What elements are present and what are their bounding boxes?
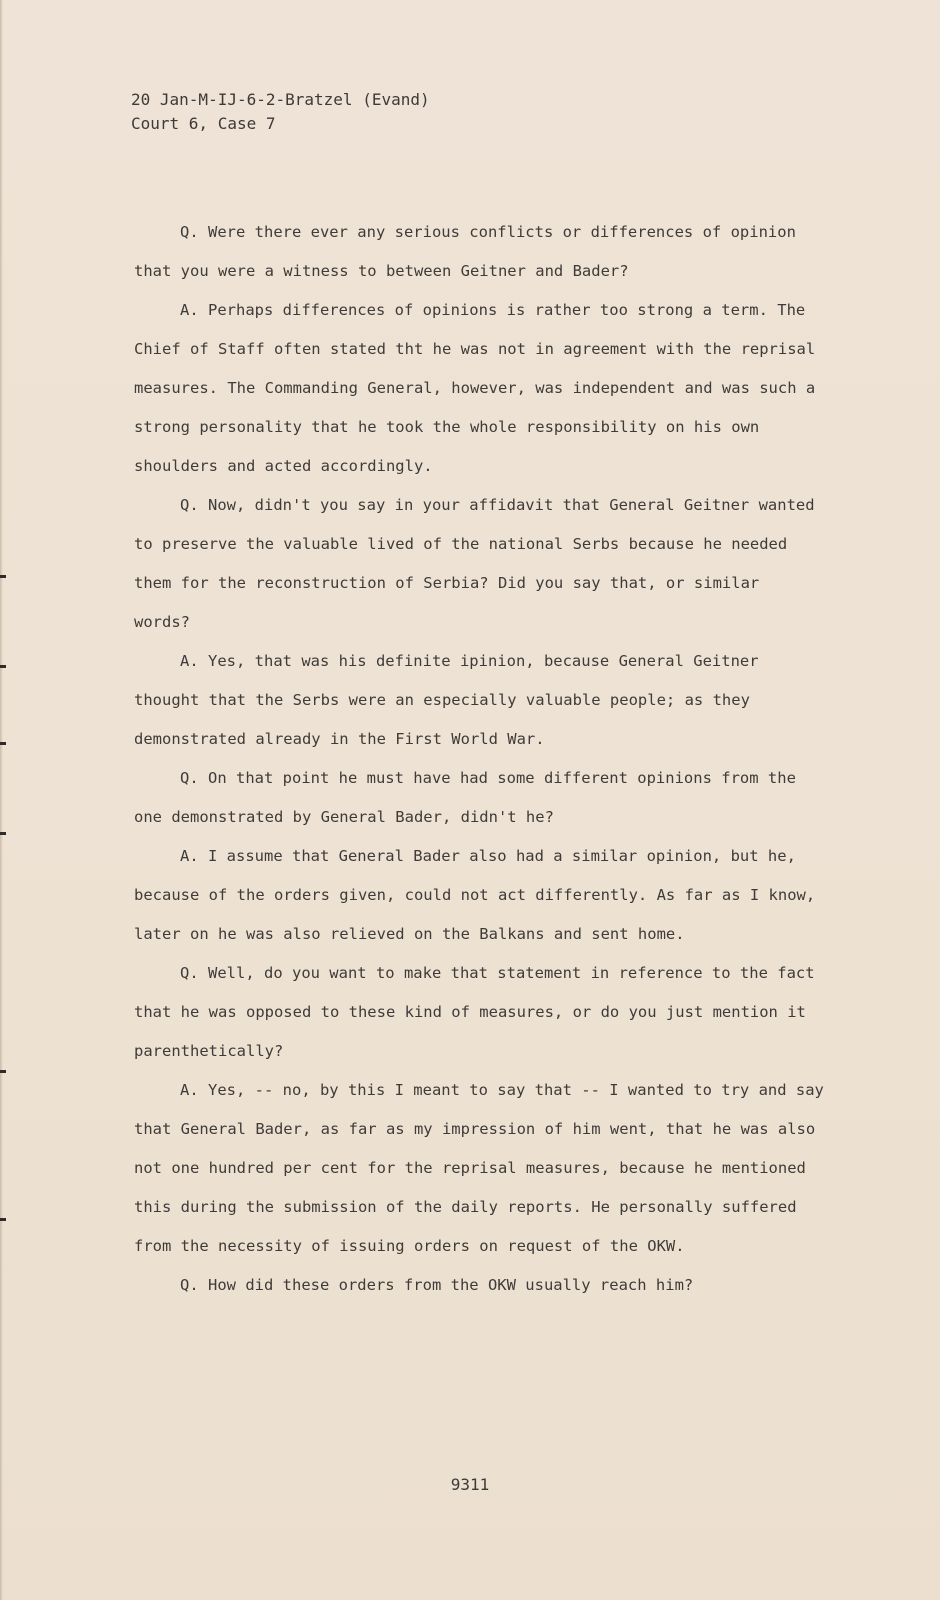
binding-mark	[0, 665, 6, 668]
paragraph-q2: Q. Now, didn't you say in your affidavit that General Geitner wanted to preserve the valuable lived of the national Serbs because he needed them for the reconstruction of Serbia? Did you say that, or similar words?	[134, 496, 815, 631]
paragraph-q1: Q. Were there ever any serious conflicts or differences of opinion that you were a witness to between Geitner and Bader?	[134, 223, 796, 280]
paragraph-q3: Q. On that point he must have had some different opinions from the one demonstrated by General Bader, didn't he?	[134, 769, 796, 826]
transcript-body	[134, 213, 824, 1305]
paragraph-a4: A. Yes, -- no, by this I meant to say that -- I wanted to try and say that General Bader, as far as my impression of him went, that he was also not one hundred per cent for the reprisal measures, because he mentioned this during the submission of the daily reports. He personally suffered from the necessity of issuing orders on request of the OKW.	[134, 1081, 824, 1255]
binding-mark	[0, 1070, 6, 1073]
paragraph-q4: Q. Well, do you want to make that statement in reference to the fact that he was opposed to these kind of measures, or do you just mention it parenthetically?	[134, 964, 815, 1060]
paragraph-a3: A. I assume that General Bader also had a similar opinion, but he, because of the orders given, could not act differently. As far as I know, later on he was also relieved on the Balkans and sent home.	[134, 847, 816, 943]
page-edge	[0, 0, 3, 1600]
binding-mark	[0, 575, 6, 578]
paragraph-q5: Q. How did these orders from the OKW usually reach him?	[180, 1276, 694, 1294]
binding-mark	[0, 832, 6, 835]
page-number: 9311	[450, 1475, 490, 1494]
header-line-2: Court 6, Case 7	[131, 114, 276, 133]
binding-mark	[0, 1218, 6, 1221]
header-line-1: 20 Jan-M-IJ-6-2-Bratzel (Evand)	[131, 90, 430, 109]
paragraph-a2: A. Yes, that was his definite ipinion, because General Geitner thought that the Serbs were an especially valuable people; as they demonstrated already in the First World War.	[134, 652, 759, 748]
paragraph-a1: A. Perhaps differences of opinions is rather too strong a term. The Chief of Staff often stated tht he was not in agreement with the reprisal measures. The Commanding General, however, was independent and was such a strong personality that he took the whole responsibility on his own shoulders and acted accordingly.	[134, 301, 816, 475]
binding-mark	[0, 742, 6, 745]
document-header	[131, 88, 430, 136]
